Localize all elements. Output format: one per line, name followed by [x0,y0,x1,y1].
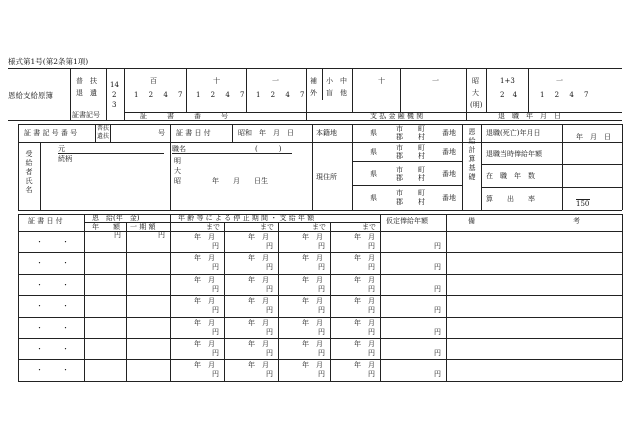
row-provisional-yen: 円 [434,242,441,250]
former-label: 元 [58,145,65,153]
row-month-label: 月 [316,233,323,241]
residence-label: 現住所 [316,173,337,181]
village-2: 村 [418,152,425,160]
col-made-3: まで [312,223,326,231]
kind-i: 遺 [90,89,97,97]
row-year-label: 年 [248,233,255,241]
row-yen-label: 円 [212,327,219,336]
row-provisional-yen: 円 [434,349,441,357]
row-year-label: 年 [302,318,309,327]
row-month-label: 月 [316,340,323,348]
row-yen-label: 円 [368,263,375,272]
row-date-dot: ・ [36,302,43,311]
row-yen-label: 円 [266,242,273,250]
col-provisional: 仮定俸給年額 [386,217,428,225]
row-year-label: 年 [354,275,361,284]
gun-1: 郡 [396,133,403,141]
row-month-label: 月 [368,361,375,370]
row-provisional-yen: 円 [434,306,441,315]
row-month-label: 月 [316,254,323,263]
cert-date-value: 昭和 年 月 日 [238,129,294,137]
mo-label: 盲 [326,89,333,97]
era-num-2: 2 4 [500,91,521,99]
row-year-label: 年 [354,318,361,327]
honseki-label: 本籍地 [316,129,337,137]
village-1: 村 [418,133,425,141]
era-sho: 昭 [472,77,479,85]
cert-no-label-top: 証書記号 [72,111,100,119]
row-year-label: 年 [354,254,361,263]
row-year-label: 年 [248,318,255,327]
row-yen-label: 円 [368,349,375,357]
row-date-dot: ・ [62,366,69,375]
ho-label: 補 [310,77,317,85]
row-yen-label: 円 [318,349,325,357]
row-month-label: 月 [316,361,323,370]
digits-2: 1 2 4 7 [196,91,249,99]
row-month-label: 月 [368,254,375,263]
row-month-label: 月 [208,254,215,263]
kind-tai: 退 [76,89,83,97]
kind-small-1: 普扶 [97,125,110,132]
row-month-label: 月 [262,254,269,263]
row-year-label: 年 [302,233,309,241]
row-month-label: 月 [368,340,375,348]
row-month-label: 月 [262,340,269,348]
village-3: 村 [418,174,425,182]
row-provisional-yen: 円 [434,370,441,379]
row-date-dot: ・ [62,323,69,332]
town-4: 町 [418,189,425,197]
era-mei-2: 明 [174,157,181,165]
kind-fu: 普 [76,77,83,85]
row-yen-label: 円 [368,306,375,315]
row-year-label: 年 [194,318,201,327]
cert-go: 号 [158,129,165,137]
row-year-label: 年 [194,340,201,348]
row-yen-label: 円 [368,370,375,379]
city-4: 市 [396,189,403,197]
col-annual: 年 額 [92,223,120,231]
row-yen-label: 円 [368,242,375,250]
gun-4: 郡 [396,198,403,206]
banchi-3: 番地 [442,170,456,178]
era-sho-2: 昭 [174,177,181,185]
row-yen-label: 円 [212,349,219,357]
row-month-label: 月 [368,275,375,284]
row-provisional-yen: 円 [434,327,441,336]
row-month-label: 月 [208,233,215,241]
chu-label: 中 [340,77,347,85]
row-year-label: 年 [194,361,201,370]
row-year-label: 年 [248,340,255,348]
pref-2: 県 [370,148,377,156]
row-month-label: 月 [262,318,269,327]
relation-label: 続柄 [58,155,72,163]
row-yen-label: 円 [318,284,325,293]
row-month-label: 月 [316,318,323,327]
era-digits: 1 2 4 7 [540,91,593,99]
bank-unit-juu: 十 [378,77,385,85]
row-year-label: 年 [194,254,201,263]
row-provisional-yen: 円 [434,263,441,272]
pref-1: 県 [370,129,377,137]
row-yen-label: 円 [212,284,219,293]
recipient-label: 受給者氏名 [25,150,33,194]
birth-date: 年 月 日生 [212,177,268,185]
position-label: 職名 [172,145,186,153]
banchi-1: 番地 [442,129,456,137]
era-num-1: 1+3 [500,77,515,85]
salary-label: 退職当時俸給年額 [486,150,542,158]
row-provisional-yen: 円 [434,284,441,293]
gun-3: 郡 [396,174,403,182]
cert-no-label: 証 書 記 号 番 号 [24,129,78,137]
row-date-dot: ・ [62,259,69,268]
digits-1: 1 2 4 7 [134,91,187,99]
era-dai: 大 [472,89,479,97]
row-date-dot: ・ [36,238,43,246]
rate-denominator: 150 [576,200,590,208]
col-made-1: まで [206,223,220,231]
row-year-label: 年 [194,275,201,284]
era-mei: (明) [470,101,483,109]
row-month-label: 月 [262,233,269,241]
city-2: 市 [396,144,403,152]
village-4: 村 [418,198,425,206]
row-month-label: 月 [368,233,375,241]
bank-label: 支 払 金 融 機 関 [370,112,424,120]
row-month-label: 月 [368,297,375,306]
digits-3: 1 2 4 7 [256,91,309,99]
town-2: 町 [418,144,425,152]
row-yen-label: 円 [266,370,273,379]
row-date-dot: ・ [36,366,43,375]
row-month-label: 月 [316,297,323,306]
row-date-dot: ・ [36,259,43,268]
row-yen-label: 円 [212,242,219,250]
calc-basis-label: 恩給計算基礎 [468,128,476,181]
col-pension: 恩 給(年 金) [92,214,140,222]
bank-unit-ichi: 一 [432,77,439,85]
pref-3: 県 [370,170,377,178]
row-yen-label: 円 [318,242,325,250]
row-date-dot: ・ [62,238,69,246]
row-date-dot: ・ [36,345,43,353]
pref-4: 県 [370,194,377,202]
row-year-label: 年 [302,254,309,263]
row-1-yen-lump: 円 [158,231,165,239]
row-month-label: 月 [262,275,269,284]
cert-date-label: 証 書 日 付 [176,129,211,137]
row-month-label: 月 [208,275,215,284]
row-yen-label: 円 [266,284,273,293]
row-yen-label: 円 [318,327,325,336]
rate-label: 算 出 率 [486,195,535,203]
row-year-label: 年 [354,340,361,348]
row-month-label: 月 [262,297,269,306]
row-yen-label: 円 [318,370,325,379]
row-date-dot: ・ [62,302,69,311]
sho-label: 小 [326,77,333,85]
position-paren: ( ) [255,145,282,153]
gun-2: 郡 [396,152,403,160]
row-month-label: 月 [262,361,269,370]
row-month-label: 月 [316,275,323,284]
row-yen-label: 円 [266,263,273,272]
row-1-yen-annual: 円 [114,231,121,239]
row-yen-label: 円 [368,284,375,293]
row-date-dot: ・ [62,345,69,353]
row-year-label: 年 [248,297,255,306]
row-month-label: 月 [368,318,375,327]
row-year-label: 年 [354,233,361,241]
col-suspend: 年 齢 等 に よ る 停 止 期 間 ・ 支 給 年 額 [178,214,315,222]
row-yen-label: 円 [266,349,273,357]
row-yen-label: 円 [318,306,325,315]
row-year-label: 年 [248,361,255,370]
unit-juu: 十 [213,77,220,85]
retire-death-label: 退職(死亡)年月日 [486,129,541,137]
row-yen-label: 円 [368,327,375,336]
unit-hyaku: 百 [150,77,157,85]
row-yen-label: 円 [266,327,273,336]
row-yen-label: 円 [266,306,273,315]
service-label: 在 職 年 数 [486,172,535,180]
row-year-label: 年 [302,275,309,284]
col-cert-date: 証 書 日 付 [28,217,63,225]
row-year-label: 年 [248,254,255,263]
unit-ichi: 一 [272,77,279,85]
row-year-label: 年 [302,361,309,370]
col-remarks: 備 考 [468,217,594,225]
row-month-label: 月 [208,318,215,327]
city-3: 市 [396,166,403,174]
row-yen-label: 円 [318,263,325,272]
row-year-label: 年 [248,275,255,284]
form-title: 様式第1号(第2条第1項) [8,57,89,66]
ta-label: 他 [340,89,347,97]
banchi-2: 番地 [442,148,456,156]
banchi-4: 番地 [442,194,456,202]
row-date-dot: ・ [36,323,43,332]
row-year-label: 年 [194,297,201,306]
row-month-label: 月 [208,340,215,348]
code-digit-1: 14 [110,81,119,89]
town-1: 町 [418,125,425,133]
row-year-label: 年 [354,297,361,306]
row-year-label: 年 [194,233,201,241]
row-month-label: 月 [208,361,215,370]
era-dai-2: 大 [174,167,181,175]
kind-small-2: 遺扶 [97,133,110,140]
col-lump: 一 期 額 [130,223,156,231]
ga-label: 外 [310,89,317,97]
retire-death-value: 年 月 日 [576,133,611,141]
col-made-4: まで [362,223,376,231]
row-yen-label: 円 [212,370,219,379]
town-3: 町 [418,166,425,174]
row-yen-label: 円 [212,306,219,315]
row-yen-label: 円 [212,263,219,272]
era-unit: 一 [556,77,563,85]
row-date-dot: ・ [36,280,43,289]
code-digit-2: 2 [112,91,117,99]
row-date-dot: ・ [62,280,69,289]
col-made-2: まで [260,223,274,231]
row-year-label: 年 [302,340,309,348]
row-month-label: 月 [208,297,215,306]
row-year-label: 年 [354,361,361,370]
register-name: 恩給支給原簿 [8,91,53,100]
kind-fu2: 扶 [90,77,97,85]
retire-label-top: 退 職 年 月 日 [498,112,561,120]
code-digit-3: 3 [112,101,117,109]
cert-number-label: 証 書 番 号 [140,112,230,120]
city-1: 市 [396,125,403,133]
row-year-label: 年 [302,297,309,306]
